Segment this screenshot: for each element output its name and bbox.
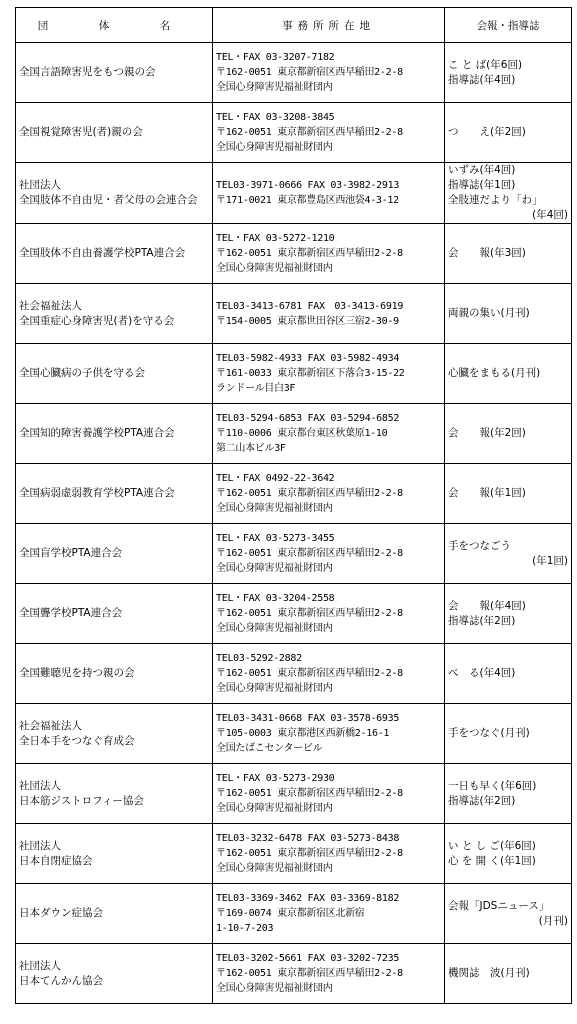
organization-name-line: 日本てんかん協会 (19, 974, 103, 987)
office-address-cell (213, 404, 445, 464)
table-row (16, 524, 572, 584)
address-line: TEL03-3431-0668 FAX 03-3578-6935 (216, 713, 400, 724)
bulletin-line: 機関誌 波(月刊) (448, 967, 530, 979)
address-line: 第二山本ビル3F (216, 443, 286, 454)
address-line: 〒110-0006 東京都台東区秋葉原1-10 (216, 428, 388, 439)
office-address-cell (213, 163, 445, 224)
office-address-cell (213, 824, 445, 884)
office-address-cell (213, 764, 445, 824)
address-line: 〒162-0051 東京都新宿区西早稲田2-2-8 (216, 668, 403, 679)
organization-name-cell (16, 464, 213, 524)
bulletin-cell (445, 284, 572, 344)
organization-name-line: 日本筋ジストロフィー協会 (19, 794, 144, 807)
bulletin-cell (445, 224, 572, 284)
office-address-cell (213, 524, 445, 584)
office-address-cell (213, 224, 445, 284)
address-line: 〒162-0051 東京都新宿区西早稲田2-2-8 (216, 788, 403, 799)
organization-name-line: 全国難聴児を持つ親の会 (19, 667, 135, 679)
table-row (16, 224, 572, 284)
bulletin-line: 手をつなごう (448, 539, 511, 552)
bulletin-line: 会 報(年3回) (448, 247, 526, 259)
bulletin-cell (445, 584, 572, 644)
address-line: 全国心身障害児福祉財団内 (216, 623, 333, 634)
organization-name-line: 全国心臓病の子供を守る会 (19, 367, 145, 379)
organization-name-cell (16, 344, 213, 404)
address-line: 〒162-0051 東京都新宿区西早稲田2-2-8 (216, 548, 403, 559)
bulletin-line: 指導誌(年4回) (448, 73, 516, 86)
organization-name-line: 全日本手をつなぐ育成会 (19, 734, 135, 747)
organization-name-cell (16, 43, 213, 103)
bulletin-cell (445, 464, 572, 524)
bulletin-cell (445, 404, 572, 464)
address-line: TEL03-5292-2882 (216, 653, 302, 664)
table-row (16, 344, 572, 404)
header-office-address: 事務所所在地 (213, 8, 445, 43)
office-address-cell (213, 584, 445, 644)
organization-table-sheet (15, 7, 571, 1004)
address-line: 〒169-0074 東京都新宿区北新宿 (216, 908, 365, 919)
address-line: 〒105-0003 東京都港区西新橋2-16-1 (216, 728, 390, 739)
office-address-cell (213, 284, 445, 344)
address-line: 〒162-0051 東京都新宿区西早稲田2-2-8 (216, 968, 403, 979)
table-row (16, 584, 572, 644)
address-line: TEL・FAX 03-3208-3845 (216, 112, 335, 123)
bulletin-line: (月刊) (538, 914, 568, 927)
bulletin-line: 心 を 開 く(年1回) (448, 854, 536, 867)
address-line: TEL03-3202-5661 FAX 03-3202-7235 (216, 953, 400, 964)
address-line: ランドール目白3F (216, 383, 296, 394)
organization-name-line: 社会福祉法人 (19, 719, 82, 732)
office-address-cell (213, 884, 445, 944)
address-line: TEL・FAX 0492-22-3642 (216, 473, 335, 484)
organization-name-cell (16, 704, 213, 764)
address-line: TEL・FAX 03-5272-1210 (216, 233, 335, 244)
bulletin-cell (445, 764, 572, 824)
office-address-cell (213, 944, 445, 1004)
address-line: 全国たばこセンタービル (216, 743, 323, 754)
table-row (16, 764, 572, 824)
bulletin-line: 両親の集い(月刊) (448, 307, 530, 319)
organization-name-line: 全国視覚障害児(者)親の会 (19, 126, 143, 138)
address-line: 全国心身障害児福祉財団内 (216, 803, 333, 814)
bulletin-line: 指導誌(年2回) (448, 614, 516, 627)
address-line: 全国心身障害児福祉財団内 (216, 82, 333, 93)
table-row (16, 704, 572, 764)
organization-name-cell (16, 884, 213, 944)
bulletin-line: いずみ(年4回) (448, 164, 516, 176)
address-line: TEL03-3971-0666 FAX 03-3982-2913 (216, 180, 400, 191)
office-address-cell (213, 644, 445, 704)
bulletin-cell (445, 524, 572, 584)
office-address-cell (213, 43, 445, 103)
organization-table (15, 7, 572, 1004)
address-line: 〒162-0051 東京都新宿区西早稲田2-2-8 (216, 608, 403, 619)
bulletin-line: つ え(年2回) (448, 126, 526, 138)
bulletin-line: (年1回) (532, 554, 568, 567)
bulletin-cell (445, 704, 572, 764)
address-line: 〒162-0051 東京都新宿区西早稲田2-2-8 (216, 67, 403, 78)
address-line: 1-10-7-203 (216, 923, 274, 934)
organization-name-cell (16, 524, 213, 584)
bulletin-line: 会 報(年2回) (448, 427, 526, 439)
organization-name-line: 社団法人 (19, 779, 61, 792)
organization-name-line: 社団法人 (19, 179, 61, 191)
address-line: 〒162-0051 東京都新宿区西早稲田2-2-8 (216, 488, 403, 499)
bulletin-cell (445, 103, 572, 163)
organization-name-line: 全国盲学校PTA連合会 (19, 547, 123, 559)
bulletin-line: い と し ご(年6回) (448, 839, 536, 852)
address-line: TEL03-3413-6781 FAX 03-3413-6919 (216, 300, 404, 312)
address-line: 全国心身障害児福祉財団内 (216, 863, 333, 874)
address-line: 〒171-0021 東京都豊島区西池袋4-3-12 (216, 195, 399, 206)
bulletin-cell (445, 43, 572, 103)
address-line: TEL03-5982-4933 FAX 03-5982-4934 (216, 353, 400, 364)
office-address-cell (213, 103, 445, 163)
bulletin-line: 手をつなぐ(月刊) (448, 727, 530, 739)
address-line: 〒154-0005 東京都世田谷区三宿2-30-9 (216, 315, 399, 327)
bulletin-cell (445, 644, 572, 704)
address-line: 全国心身障害児福祉財団内 (216, 142, 333, 153)
organization-name-line: 全国聾学校PTA連合会 (19, 607, 123, 619)
table-header-row (16, 8, 572, 43)
address-line: 〒162-0051 東京都新宿区西早稲田2-2-8 (216, 848, 403, 859)
table-row (16, 884, 572, 944)
organization-name-line: 社団法人 (19, 959, 61, 972)
address-line: 全国心身障害児福祉財団内 (216, 683, 333, 694)
bulletin-cell (445, 824, 572, 884)
table-row (16, 103, 572, 163)
address-line: 全国心身障害児福祉財団内 (216, 263, 333, 274)
header-bulletin: 会報・指導誌 (445, 8, 572, 43)
bulletin-line: 指導誌(年1回) (448, 179, 516, 191)
organization-name-line: 全国知的障害養護学校PTA連合会 (19, 427, 175, 439)
table-row (16, 404, 572, 464)
table-row (16, 43, 572, 103)
organization-name-cell (16, 103, 213, 163)
table-row (16, 824, 572, 884)
organization-name-line: 全国重症心身障害児(者)を守る会 (19, 314, 175, 327)
address-line: 〒161-0033 東京都新宿区下落合3-15-22 (216, 368, 405, 379)
bulletin-line: 心臓をまもる(月刊) (448, 367, 541, 379)
address-line: TEL03-5294-6853 FAX 03-5294-6852 (216, 413, 400, 424)
office-address-cell (213, 464, 445, 524)
office-address-cell (213, 704, 445, 764)
office-address-cell (213, 344, 445, 404)
address-line: TEL03-3369-3462 FAX 03-3369-8182 (216, 893, 400, 904)
organization-name-cell (16, 584, 213, 644)
organization-name-line: 全国肢体不自由養護学校PTA連合会 (19, 247, 186, 259)
header-organization-name: 団 体 名 (16, 8, 213, 43)
bulletin-cell (445, 163, 572, 224)
table-row (16, 163, 572, 224)
bulletin-cell (445, 944, 572, 1004)
table-row (16, 464, 572, 524)
bulletin-cell (445, 884, 572, 944)
address-line: 〒162-0051 東京都新宿区西早稲田2-2-8 (216, 127, 403, 138)
bulletin-line: こ と ば(年6回) (448, 58, 523, 71)
organization-name-cell (16, 224, 213, 284)
bulletin-line: 指導誌(年2回) (448, 794, 516, 807)
bulletin-line: 会 報(年1回) (448, 487, 526, 499)
organization-name-line: 全国病弱虚弱教育学校PTA連合会 (19, 487, 175, 499)
organization-name-line: 全国言語障害児をもつ親の会 (19, 66, 156, 78)
address-line: TEL・FAX 03-5273-2930 (216, 773, 335, 784)
bulletin-line: 会 報(年4回) (448, 599, 526, 612)
organization-name-cell (16, 764, 213, 824)
bulletin-line: (年4回) (532, 209, 568, 221)
table-row (16, 644, 572, 704)
organization-name-line: 日本ダウン症協会 (19, 907, 103, 919)
bulletin-line: 一日も早く(年6回) (448, 779, 537, 792)
organization-name-cell (16, 824, 213, 884)
address-line: TEL03-3232-6478 FAX 03-5273-8438 (216, 833, 400, 844)
table-body (16, 43, 572, 1004)
organization-name-cell (16, 284, 213, 344)
address-line: 全国心身障害児福祉財団内 (216, 983, 333, 994)
organization-name-line: 社団法人 (19, 839, 61, 852)
address-line: TEL・FAX 03-3207-7182 (216, 52, 335, 63)
bulletin-line: べ る(年4回) (448, 667, 516, 679)
address-line: 〒162-0051 東京都新宿区西早稲田2-2-8 (216, 248, 403, 259)
table-row (16, 944, 572, 1004)
address-line: 全国心身障害児福祉財団内 (216, 503, 333, 514)
organization-name-line: 全国肢体不自由児・者父母の会連合会 (19, 194, 198, 206)
bulletin-line: 全肢連だより「わ」 (448, 194, 543, 206)
address-line: TEL・FAX 03-5273-3455 (216, 533, 335, 544)
organization-name-cell (16, 944, 213, 1004)
organization-name-cell (16, 163, 213, 224)
table-row (16, 284, 572, 344)
organization-name-line: 社会福祉法人 (19, 299, 82, 312)
address-line: TEL・FAX 03-3204-2558 (216, 593, 335, 604)
address-line: 全国心身障害児福祉財団内 (216, 563, 333, 574)
bulletin-line: 会報「JDSニュース」 (448, 899, 550, 912)
organization-name-line: 日本自閉症協会 (19, 854, 93, 867)
organization-name-cell (16, 404, 213, 464)
bulletin-cell (445, 344, 572, 404)
organization-name-cell (16, 644, 213, 704)
